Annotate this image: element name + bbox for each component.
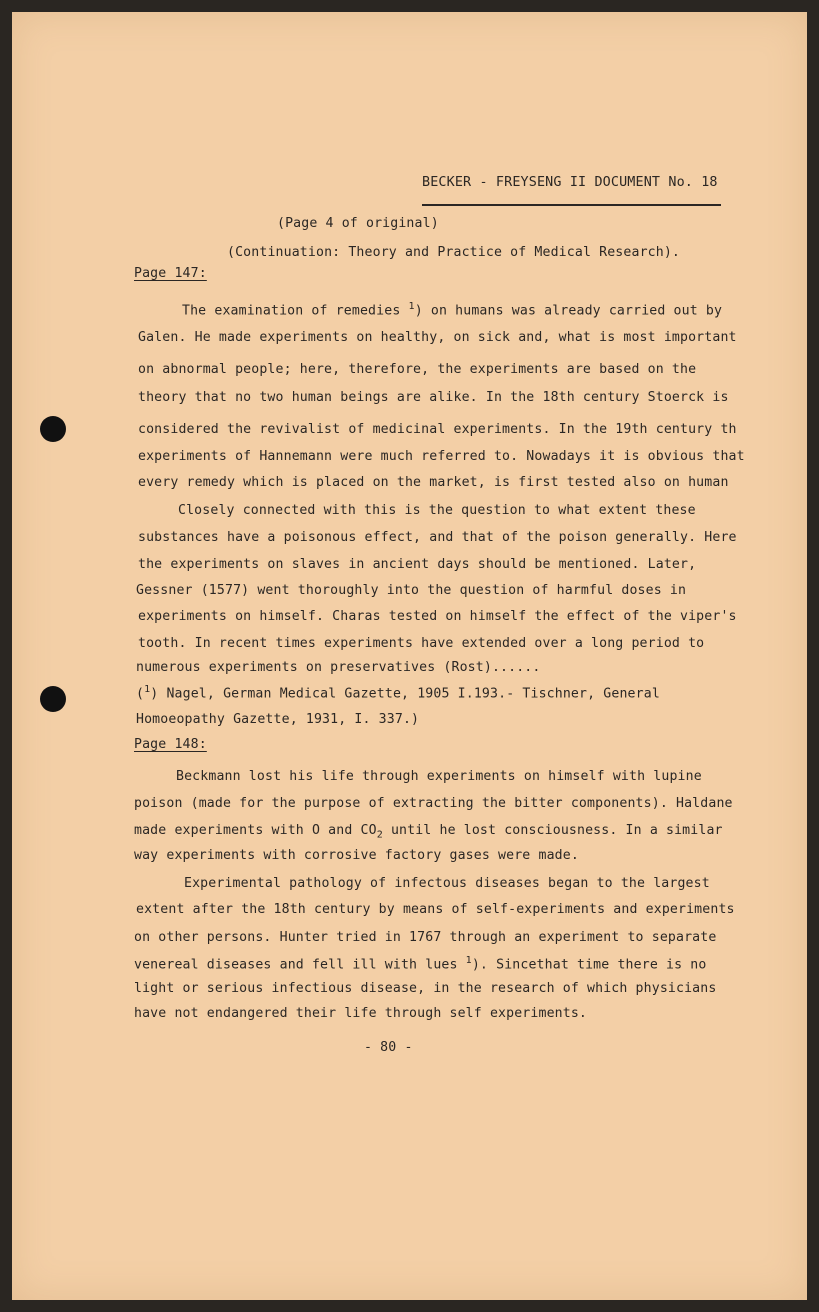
- section-heading-page-147: Page 147:: [134, 266, 207, 281]
- subtitle-page-of-original: (Page 4 of original): [277, 216, 439, 231]
- text-line-part: The examination of remedies: [182, 303, 401, 319]
- text-line: Galen. He made experiments on healthy, on sick and, what is most important: [138, 330, 737, 345]
- footnote-line: [136, 684, 660, 701]
- page-number: - 80 -: [364, 1040, 413, 1055]
- text-line: [134, 955, 706, 972]
- text-line: theory that no two human beings are alike. In the 18th century Stoerck is: [138, 390, 729, 405]
- text-line-part: made experiments with O and CO: [134, 823, 377, 838]
- footnote-line: Homoeopathy Gazette, 1931, I. 337.): [136, 712, 420, 727]
- text-line: every remedy which is placed on the market, is first tested also on human: [138, 475, 729, 490]
- text-line: on other persons. Hunter tried in 1767 through an experiment to separate: [134, 930, 717, 945]
- text-line: way experiments with corrosive factory gases were made.: [134, 848, 579, 863]
- subtitle-continuation: (Continuation: Theory and Practice of Medical Research).: [227, 245, 681, 260]
- text-line: on abnormal people; here, therefore, the experiments are based on the: [138, 362, 697, 377]
- text-line: extent after the 18th century by means of self-experiments and experiments: [136, 902, 735, 917]
- text-line: light or serious infectious disease, in the research of which physicians: [134, 981, 717, 996]
- subscript: 2: [376, 829, 383, 841]
- text-line: the experiments on slaves in ancient days should be mentioned. Later,: [138, 557, 697, 572]
- footnote-part: ) Nagel, German Medical Gazette, 1905 I.193.- Tischner, General: [150, 686, 660, 702]
- text-line: tooth. In recent times experiments have extended over a long period to: [138, 636, 705, 651]
- footnote-marker: 1: [465, 955, 472, 966]
- text-line-part: ). Sincethat time there is no: [471, 957, 707, 973]
- text-line: Experimental pathology of infectous diseases began to the largest: [184, 876, 710, 891]
- text-line: substances have a poisonous effect, and that of the poison generally. Here: [138, 530, 737, 545]
- text-line: Beckmann lost his life through experiments on himself with lupine: [176, 769, 702, 784]
- text-line: numerous experiments on preservatives (Rost)......: [136, 660, 541, 675]
- footnote-marker: 1: [408, 301, 415, 312]
- text-line: have not endangered their life through self experiments.: [134, 1006, 588, 1021]
- text-line: [182, 301, 722, 318]
- text-line-part: until he lost consciousness. In a similar: [382, 823, 723, 838]
- header-rule: [422, 204, 721, 206]
- text-line: experiments of Hannemann were much referred to. Nowadays it is obvious that: [138, 449, 745, 464]
- text-line: Closely connected with this is the question to what extent these: [178, 503, 696, 518]
- text-line: [134, 823, 723, 841]
- section-heading-page-148: Page 148:: [134, 737, 207, 752]
- text-line-part: venereal diseases and fell ill with lues: [134, 957, 466, 973]
- text-line: considered the revivalist of medicinal experiments. In the 19th century th: [138, 422, 737, 437]
- document-page: [12, 12, 807, 1300]
- footnote-marker: 1: [144, 684, 151, 695]
- footnote-part: (: [136, 686, 145, 702]
- punch-hole-bottom: [40, 686, 66, 712]
- text-line: Gessner (1577) went thoroughly into the question of harmful doses in: [136, 583, 687, 598]
- text-line: experiments on himself. Charas tested on himself the effect of the viper's: [138, 609, 737, 624]
- text-line: poison (made for the purpose of extracting the bitter components). Haldane: [134, 796, 733, 811]
- punch-hole-top: [40, 416, 66, 442]
- text-line-part: ) on humans was already carried out by: [414, 303, 723, 319]
- document-id: BECKER - FREYSENG II DOCUMENT No. 18: [422, 175, 718, 190]
